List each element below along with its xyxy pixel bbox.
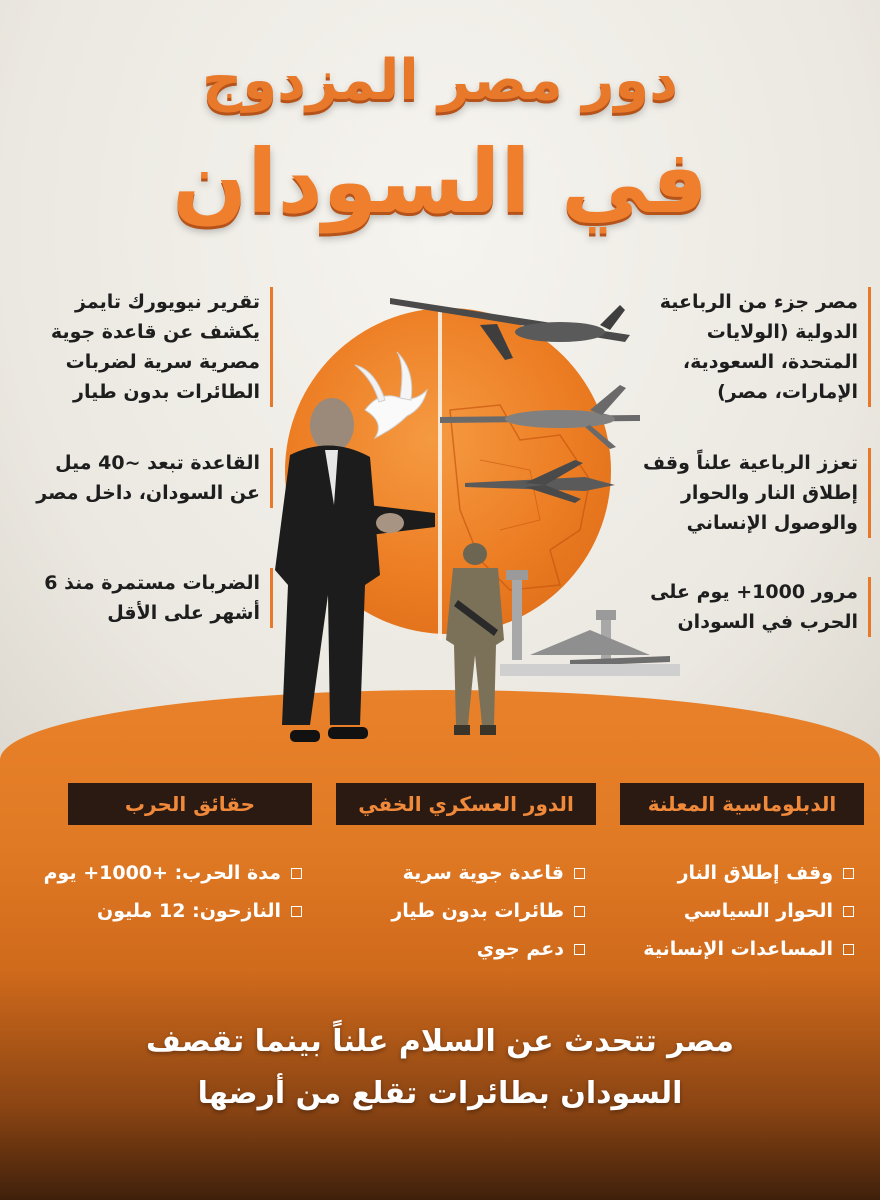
checkbox-icon	[291, 906, 302, 917]
drone-icon	[385, 280, 635, 370]
note-strikes-ongoing: الضربات مستمرة منذ 6 أشهر على الأقل	[30, 568, 273, 628]
note-quartet-membership: مصر جزء من الرباعية الدولية (الولايات المتحدة، السعودية، الإمارات، مصر)	[628, 287, 871, 407]
checkbox-icon	[843, 944, 854, 955]
list-item: وقف إطلاق النار	[643, 854, 854, 892]
list-item: طائرات بدون طيار	[391, 892, 585, 930]
checkbox-icon	[574, 944, 585, 955]
drone-icon	[440, 385, 640, 455]
list-item: الحوار السياسي	[643, 892, 854, 930]
note-base-distance: القاعدة تبعد ~40 ميل عن السودان، داخل مصر	[30, 448, 273, 508]
checkbox-icon	[843, 868, 854, 879]
heading-declared-diplomacy: الدبلوماسية المعلنة	[620, 783, 864, 825]
checkbox-icon	[574, 906, 585, 917]
list-declared-diplomacy	[643, 854, 854, 968]
list-item: مدة الحرب: +1000+ يوم	[44, 854, 302, 892]
conclusion-line-2: السودان بطائرات تقلع من أرضها	[197, 1076, 683, 1111]
checkbox-icon	[291, 868, 302, 879]
note-quartet-ceasefire: تعزز الرباعية علناً وقف إطلاق النار والحوار والوصول الإنساني	[628, 448, 871, 538]
fighter-jet-icon	[465, 455, 615, 505]
heading-war-facts: حقائق الحرب	[68, 783, 312, 825]
heading-hidden-military-role: الدور العسكري الخفي	[336, 783, 596, 825]
headline-line-1: دور مصر المزدوج	[202, 48, 678, 113]
leader-figure	[270, 395, 445, 755]
list-hidden-military-role	[391, 854, 585, 968]
checkbox-icon	[574, 868, 585, 879]
list-item: المساعدات الإنسانية	[643, 930, 854, 968]
list-item: قاعدة جوية سرية	[391, 854, 585, 892]
list-item: دعم جوي	[391, 930, 585, 968]
list-item: النازحون: 12 مليون	[44, 892, 302, 930]
conclusion-line-1: مصر تتحدث عن السلام علناً بينما تقصف	[146, 1024, 734, 1059]
list-war-facts	[44, 854, 302, 930]
note-war-duration: مرور 1000+ يوم على الحرب في السودان	[628, 577, 871, 637]
soldier-figure	[438, 540, 513, 740]
checkbox-icon	[843, 906, 854, 917]
note-nyt-report: تقرير نيويورك تايمز يكشف عن قاعدة جوية مصرية سرية لضربات الطائرات بدون طيار	[30, 287, 273, 407]
headline-line-2: في السودان	[172, 130, 708, 233]
